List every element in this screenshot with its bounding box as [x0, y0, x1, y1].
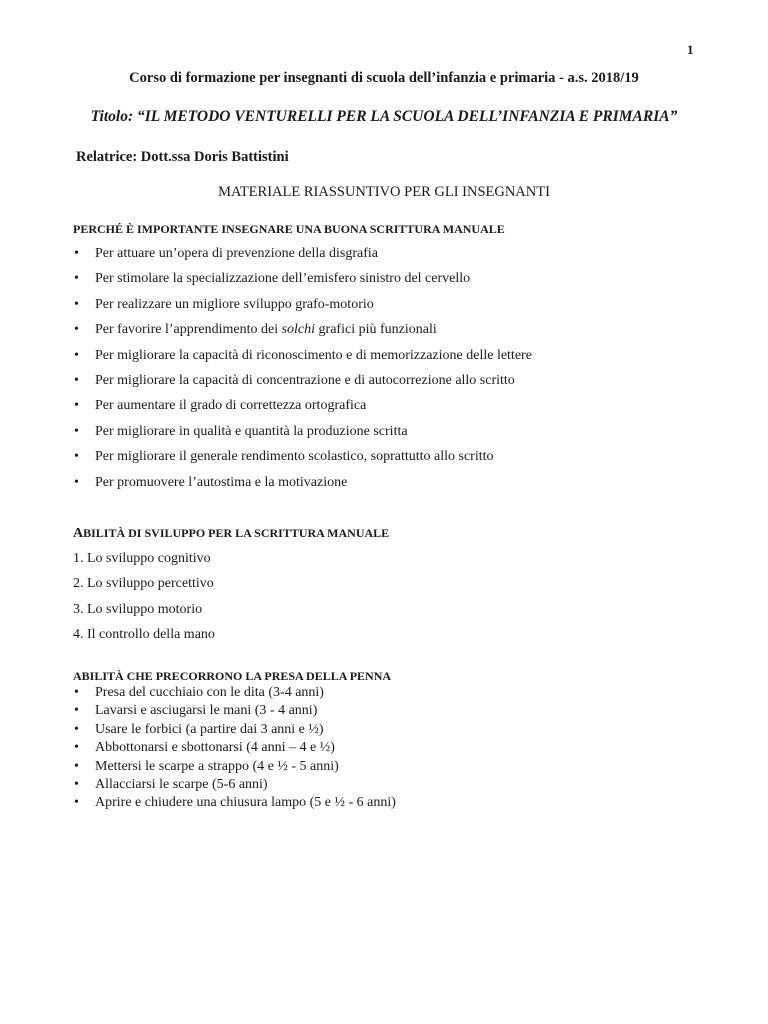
bullet-icon: •	[74, 776, 79, 792]
bullet-icon: •	[74, 474, 79, 490]
bullet-icon: •	[74, 398, 79, 414]
bullet-icon: •	[74, 740, 79, 756]
list-item-text: Allacciarsi le scarpe (5-6 anni)	[95, 776, 268, 792]
document-title	[0, 108, 768, 126]
list-item-text: Per migliorare il generale rendimento scolastico, soprattutto allo scritto	[95, 449, 494, 465]
why-list	[73, 244, 532, 498]
list-item-text: Per promuovere l’autostima e la motivazione	[95, 474, 348, 490]
bullet-icon: •	[74, 721, 79, 737]
list-item	[73, 758, 396, 776]
section-heading-why: PERCHÉ È IMPORTANTE INSEGNARE UNA BUONA SCRITTURA MANUALE	[73, 222, 505, 236]
list-item	[73, 447, 532, 472]
list-item-text: Per aumentare il grado di correttezza ortografica	[95, 398, 367, 414]
document-subtitle: MATERIALE RIASSUNTIVO PER GLI INSEGNANTI	[218, 184, 550, 200]
precursors-list	[73, 684, 396, 813]
title-label: Titolo:	[90, 108, 134, 125]
section-heading-skills	[73, 526, 389, 542]
list-item-text-part: Per favorire l’apprendimento dei	[95, 322, 282, 338]
bullet-icon: •	[74, 372, 79, 388]
skills-list	[73, 549, 215, 650]
bullet-icon: •	[74, 296, 79, 312]
list-item-text: Aprire e chiudere una chiusura lampo (5 e ½ - 6 anni)	[95, 795, 396, 811]
list-item: 1. Lo sviluppo cognitivo	[73, 551, 211, 566]
list-item-text: Per migliorare in qualità e quantità la produzione scritta	[95, 423, 408, 439]
list-item-text: Presa del cucchiaio con le dita (3-4 anni)	[95, 685, 324, 700]
list-item-text-part: grafici più funzionali	[315, 322, 437, 338]
list-item-text: Abbottonarsi e sbottonarsi (4 anni – 4 e ½)	[95, 740, 335, 756]
bullet-icon: •	[74, 246, 79, 261]
list-item	[73, 244, 532, 269]
list-item	[73, 794, 396, 812]
list-item	[73, 346, 532, 371]
bullet-icon: •	[74, 758, 79, 774]
list-item	[73, 371, 532, 396]
list-item	[73, 320, 532, 345]
bullet-icon: •	[74, 423, 79, 439]
bullet-icon: •	[74, 685, 79, 700]
list-item-text: Mettersi le scarpe a strappo (4 e ½ - 5 anni)	[95, 758, 339, 774]
list-item	[73, 721, 396, 739]
course-title: Corso di formazione per insegnanti di scuola dell’infanzia e primaria - a.s. 2018/19	[129, 70, 639, 86]
list-item: 2. Lo sviluppo percettivo	[73, 576, 214, 592]
bullet-icon: •	[74, 271, 79, 287]
list-item	[73, 269, 532, 294]
list-item-text: Per realizzare un migliore sviluppo grafo-motorio	[95, 296, 374, 312]
bullet-icon: •	[74, 347, 79, 363]
list-item: 3. Lo sviluppo motorio	[73, 601, 203, 617]
list-item: 4. Il controllo della mano	[73, 626, 215, 642]
list-item-text	[95, 322, 437, 337]
list-item-text: Per migliorare la capacità di riconoscimento e di memorizzazione delle lettere	[95, 347, 532, 363]
section-heading-precursors: ABILITÀ CHE PRECORRONO LA PRESA DELLA PENNA	[73, 669, 392, 683]
list-item	[73, 739, 396, 757]
list-item-text: Lavarsi e asciugarsi le mani (3 - 4 anni)	[95, 703, 318, 719]
bullet-icon: •	[74, 795, 79, 811]
bullet-icon: •	[74, 449, 79, 465]
list-item-text: Per stimolare la specializzazione dell’emisfero sinistro del cervello	[95, 271, 471, 287]
list-item	[73, 776, 396, 794]
list-item	[73, 422, 532, 447]
list-item	[73, 702, 396, 720]
list-item	[73, 473, 532, 498]
bullet-icon: •	[74, 322, 79, 338]
heading-rest: BILITÀ DI SVILUPPO PER LA SCRITTURA MANUALE	[83, 526, 390, 540]
list-item	[73, 295, 532, 320]
speaker-line: Relatrice: Dott.ssa Doris Battistini	[76, 149, 289, 165]
page-number: 1	[687, 42, 694, 57]
bullet-icon: •	[74, 703, 79, 719]
list-item	[73, 396, 532, 421]
heading-initial: A	[73, 526, 84, 541]
list-item-text: Usare le forbici (a partire dai 3 anni e ½)	[95, 721, 324, 737]
list-item	[73, 684, 396, 702]
list-item-text: Per attuare un’opera di prevenzione della disgrafia	[95, 246, 378, 261]
italic-word: solchi	[281, 322, 316, 338]
list-item-text: Per migliorare la capacità di concentrazione e di autocorrezione allo scritto	[95, 372, 515, 388]
title-text: “IL METODO VENTURELLI PER LA SCUOLA DELL’INFANZIA E PRIMARIA”	[133, 108, 678, 125]
